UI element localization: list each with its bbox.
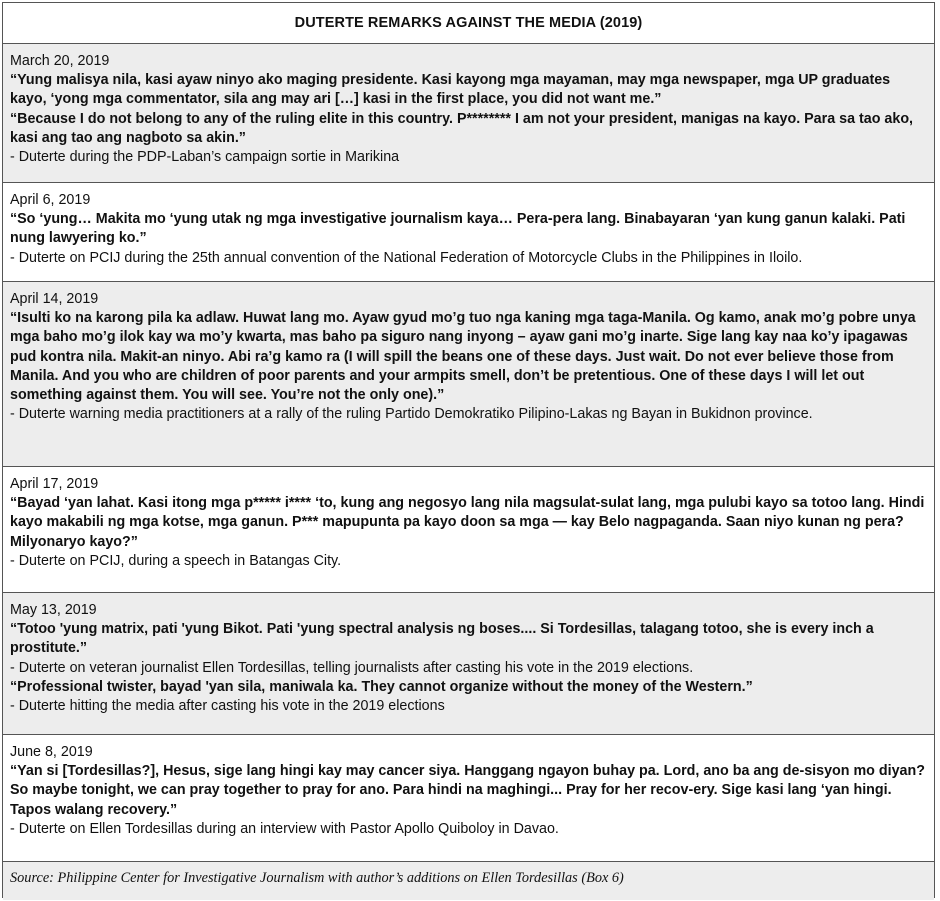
entry-april-6 — [3, 183, 934, 282]
entry-quote: “Bayad ‘yan lahat. Kasi itong mga p***** i**** ‘to, kung ang negosyo lang nila magsulat-sulat lang, mga pulubi kayo sa totoo lang. Hindi kayo makabili ng mga kotse, mga ganun. P*** mapupunta pa kayo doon sa mga — kay Belo nagpaganda. Saan niyo kunan ng pera? Milyonaryo kayo?” — [10, 495, 925, 550]
entry-attribution: - Duterte on veteran journalist Ellen Tordesillas, telling journalists after casting his vote in the 2019 elections. — [10, 659, 694, 676]
entry-quote: “Totoo 'yung matrix, pati 'yung Bikot. Pati 'yung spectral analysis ng boses.... Si Tordesillas, talagang totoo, she is every inch a prostitute.” — [10, 621, 874, 657]
table-title: DUTERTE REMARKS AGAINST THE MEDIA (2019) — [3, 3, 934, 44]
entry-attribution: - Duterte on Ellen Tordesillas during an interview with Pastor Apollo Quiboloy in Davao. — [10, 820, 559, 837]
entry-date: April 14, 2019 — [10, 291, 99, 307]
entry-attribution: - Duterte during the PDP-Laban’s campaign sortie in Marikina — [10, 149, 400, 166]
entry-attribution: - Duterte hitting the media after casting his vote in the 2019 elections — [10, 698, 445, 715]
entry-quote: “Because I do not belong to any of the ruling elite in this country. P******** I am not your president, manigas na kayo. Para sa tao ako, kasi ang tao ang nagboto sa akin.” — [10, 110, 914, 146]
entry-date: April 17, 2019 — [10, 476, 99, 492]
entry-quote: “Professional twister, bayad 'yan sila, maniwala ka. They cannot organize without the money of the Western.” — [10, 678, 753, 695]
entry-attribution: - Duterte on PCIJ, during a speech in Batangas City. — [10, 552, 342, 569]
entry-quote: “Isulti ko na karong pila ka adlaw. Huwat lang mo. Ayaw gyud mo’g tuo nga kaning mga taga-Manila. Og kamo, anak mo’g pobre unya mga baho mo’g ilok kay wa mo’y kwarta, mas baho pa siguro nang inyong – ayaw gani mo’g inarte. Sige lang kay naa ko’y ipagawas pud kontra nila. Makit-an ninyo. Abi ra’g kamo ra (I will spill the beans one of these days. Just wait. Do not ever believe those from Manila. And you who are children of poor parents and your armpits smell, don’t be pretentious. One of these days I will let out something against them. You will see. You’re not the only one).” — [10, 310, 916, 404]
entry-attribution: - Duterte on PCIJ during the 25th annual convention of the National Federation of Motorcycle Clubs in the Philippines in Iloilo. — [10, 249, 803, 266]
entry-april-17 — [3, 467, 934, 593]
entry-quote: “So ‘yung… Makita mo ‘yung utak ng mga investigative journalism kaya… Pera-pera lang. Binabayaran ‘yan kung ganun kalaki. Pati nung lawyering ko.” — [10, 211, 906, 247]
source-note: Source: Philippine Center for Investigative Journalism with author’s additions on Ellen Tordesillas (Box 6) — [3, 862, 934, 900]
entry-date: May 13, 2019 — [10, 602, 97, 618]
entry-date: June 8, 2019 — [10, 744, 93, 760]
entry-date: April 6, 2019 — [10, 192, 91, 208]
entry-may-13 — [3, 593, 934, 735]
entry-attribution: - Duterte warning media practitioners at a rally of the ruling Partido Demokratiko Pilipino-Lakas ng Bayan in Bukidnon province. — [10, 406, 813, 423]
entry-june-8 — [3, 735, 934, 862]
entry-date: March 20, 2019 — [10, 53, 110, 69]
remarks-table — [2, 2, 935, 898]
entry-april-14 — [3, 282, 934, 467]
entry-quote: “Yung malisya nila, kasi ayaw ninyo ako maging presidente. Kasi kayong mga mayaman, may mga newspaper, mga UP graduates kayo, ‘yong mga commentator, sila ang may ari […] kasi in the first place, you did not want me.” — [10, 72, 891, 108]
entry-march-20 — [3, 44, 934, 183]
entry-quote: “Yan si [Tordesillas?], Hesus, sige lang hingi kay may cancer siya. Hanggang ngayon buhay pa. Lord, ano ba ang de-sisyon mo diyan? So maybe tonight, we can pray together to pray for ano. Para hindi na maghingi... Pray for her recov-ery. Sige kasi lang ‘yan hingi. Tapos walang recovery.” — [10, 763, 925, 818]
